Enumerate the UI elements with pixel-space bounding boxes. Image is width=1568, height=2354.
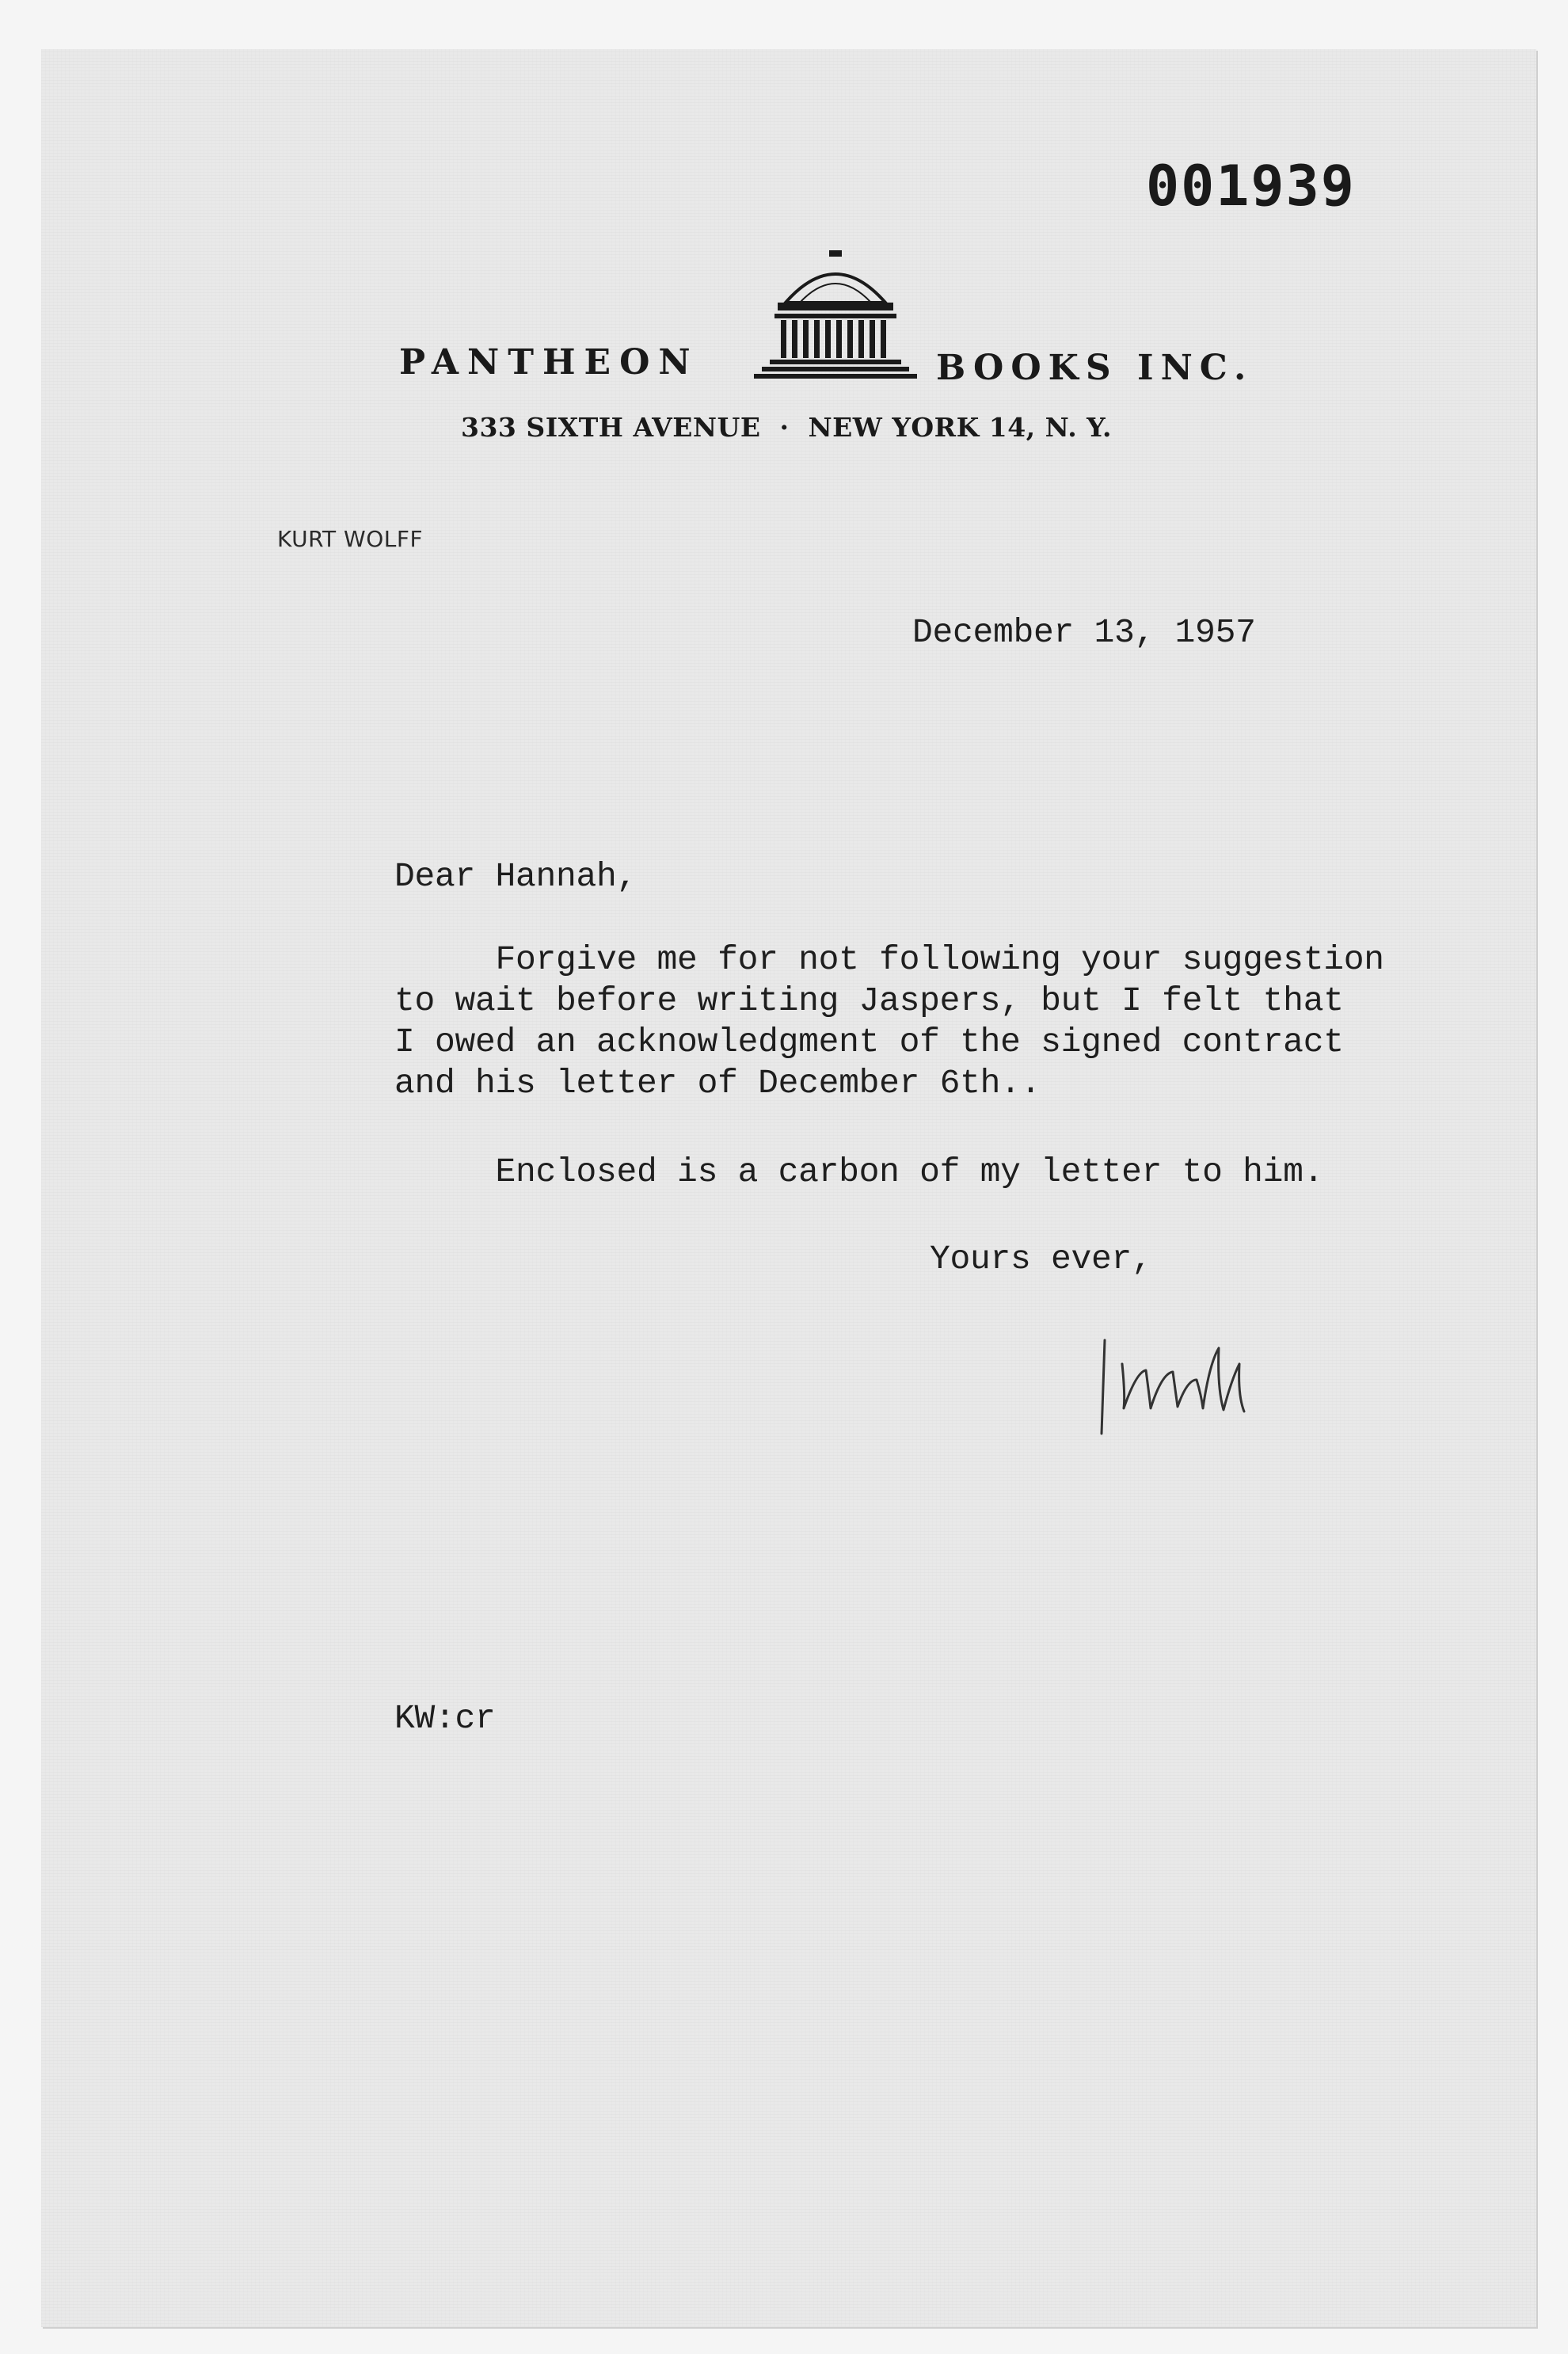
letter-date: December 13, 1957 [912, 613, 1256, 652]
salutation: Dear Hannah, [394, 857, 637, 896]
pantheon-temple-icon [752, 247, 919, 382]
body-line: I owed an acknowledgment of the signed contract [394, 1023, 1344, 1061]
body-line: to wait before writing Jaspers, but I felt that [394, 981, 1344, 1020]
body-line: and his letter of December 6th.. [394, 1064, 1041, 1103]
reference-initials: KW:cr [394, 1699, 496, 1738]
document-number-stamp: 001939 [1146, 154, 1356, 219]
handwritten-signature [1090, 1332, 1296, 1451]
body-line: Enclosed is a carbon of my letter to him. [394, 1152, 1324, 1191]
letter-sheet [41, 49, 1536, 2327]
letterhead-name-right: BOOKS INC. [936, 348, 1254, 388]
body-line: Forgive me for not following your suggestion [394, 940, 1384, 979]
closing: Yours ever, [930, 1240, 1152, 1278]
letterhead-name-left: PANTHEON [399, 342, 699, 383]
letterhead-address: 333 SIXTH AVENUE · NEW YORK 14, N. Y. [461, 412, 1112, 443]
sender-name: KURT WOLFF [277, 526, 424, 552]
